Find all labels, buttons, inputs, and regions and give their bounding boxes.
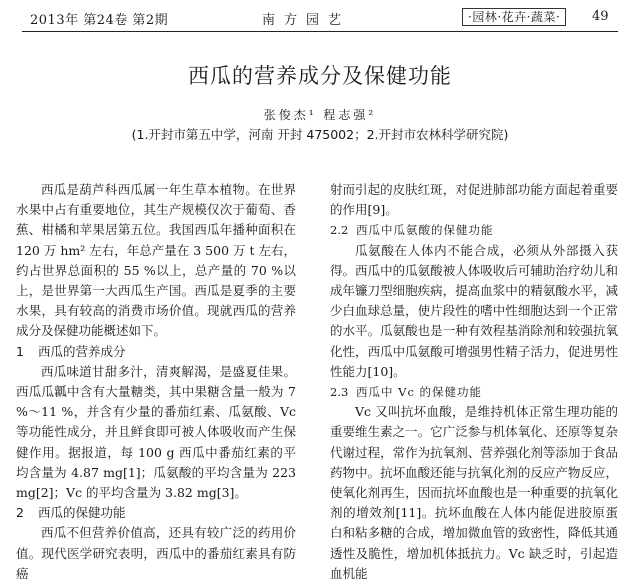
header-rule xyxy=(22,31,618,32)
journal-name: 南方园艺 xyxy=(262,13,351,28)
issue-info: 2013年 第24卷 第2期 xyxy=(30,13,169,28)
left-column xyxy=(16,180,296,584)
page-header xyxy=(0,0,640,34)
section-title: 西瓜的保健功能 xyxy=(38,505,126,521)
right-column xyxy=(330,180,618,584)
section-number: 1 xyxy=(16,343,24,359)
subsection-title: 西瓜中瓜氨酸的保健功能 xyxy=(356,223,494,238)
subsection-heading-2-2 xyxy=(330,220,618,240)
subsection-number: 2.3 xyxy=(330,385,349,400)
subsection-2-3-paragraph: Vc 又叫抗坏血酸，是维持机体正常生理功能的重要维生素之一。它广泛参与机体氧化、还原等复杂代谢过程，常作为抗氧剂、营养强化剂等添加于食品药物中。抗坏血酸还能与抗氧化剂的反应产物反应，使氧化剂再生，因而抗坏血酸也是一种重要的抗氧化剂的增效剂[11]。抗坏血酸在人体内能促进胶原蛋白和粘多糖的合成，增加微血管的致密性，降低其通透性及脆性，增加机体抵抗力。Vc 缺乏时，引起造血机能 xyxy=(330,404,618,581)
authors: 张俊杰¹ 程志强² xyxy=(263,108,377,122)
subsection-number: 2.2 xyxy=(330,223,349,238)
section-heading-2 xyxy=(16,503,296,523)
section-heading-1 xyxy=(16,342,296,362)
page-number: 49 xyxy=(592,9,609,24)
subsection-title: 西瓜中 Vc 的保健功能 xyxy=(356,385,483,400)
continued-paragraph: 射而引起的皮肤红斑，对促进肺部功能方面起着重要的作用[9]。 xyxy=(330,182,618,218)
section-1-paragraph: 西瓜味道甘甜多汁，清爽解渴，是盛夏佳果。西瓜瓜瓤中含有大量糖类，其中果糖含量一般为 7 %～11 %，并含有少量的番茄红素、瓜氨酸、Vc 等功能性成分，并且鲜食即可被人体吸收而产生保健作用。据报道，每 100 g 西瓜中番茄红素的平均含量为 4.87 mg[1]；瓜氨酸的平均含量为 223 mg[2]；Vc 的平均含量为 3.82 mg[3]。 xyxy=(16,363,296,501)
intro-paragraph: 西瓜是葫芦科西瓜属一年生草本植物。在世界水果中占有重要地位，其生产规模仅次于葡萄、香蕉、柑橘和苹果居第五位。我国西瓜年播种面积在 120 万 hm² 左右，年总产量在 3 500 万 t 左右，约占世界总面积的 55 %以上，总产量的 70 %以上，是世界第一大西瓜生产国。西瓜是夏季的主要水果，具有较高的消费市场价值。现就西瓜的营养成分及保健功能概述如下。 xyxy=(16,182,296,339)
column-tag: ·园林·花卉·蔬菜· xyxy=(462,8,566,26)
affiliation: (1.开封市第五中学，河南 开封 475002；2.开封市农林科学研究院) xyxy=(131,127,509,142)
section-title: 西瓜的营养成分 xyxy=(38,343,126,359)
subsection-2-2-paragraph: 瓜氨酸在人体内不能合成，必须从外部摄入获得。西瓜中的瓜氨酸被人体吸收后可辅助治疗幼儿和成年镰刀型细胞疾病，提高血浆中的精氨酸水平，减少白血球总量，使片段性的嗜中性细胞达到一个正常的水平。瓜氨酸也是一种有效程基消除剂和较强抗氧化性，西瓜中瓜氨酸可增强男性精子活力，促进男性性能力[10]。 xyxy=(330,242,618,379)
section-number: 2 xyxy=(16,505,24,521)
subsection-heading-2-3 xyxy=(330,382,618,402)
article-title: 西瓜的营养成分及保健功能 xyxy=(188,64,452,88)
section-2-paragraph: 西瓜不但营养价值高，还具有较广泛的药用价值。现代医学研究表明，西瓜中的番茄红素具有防癌 xyxy=(16,525,296,581)
